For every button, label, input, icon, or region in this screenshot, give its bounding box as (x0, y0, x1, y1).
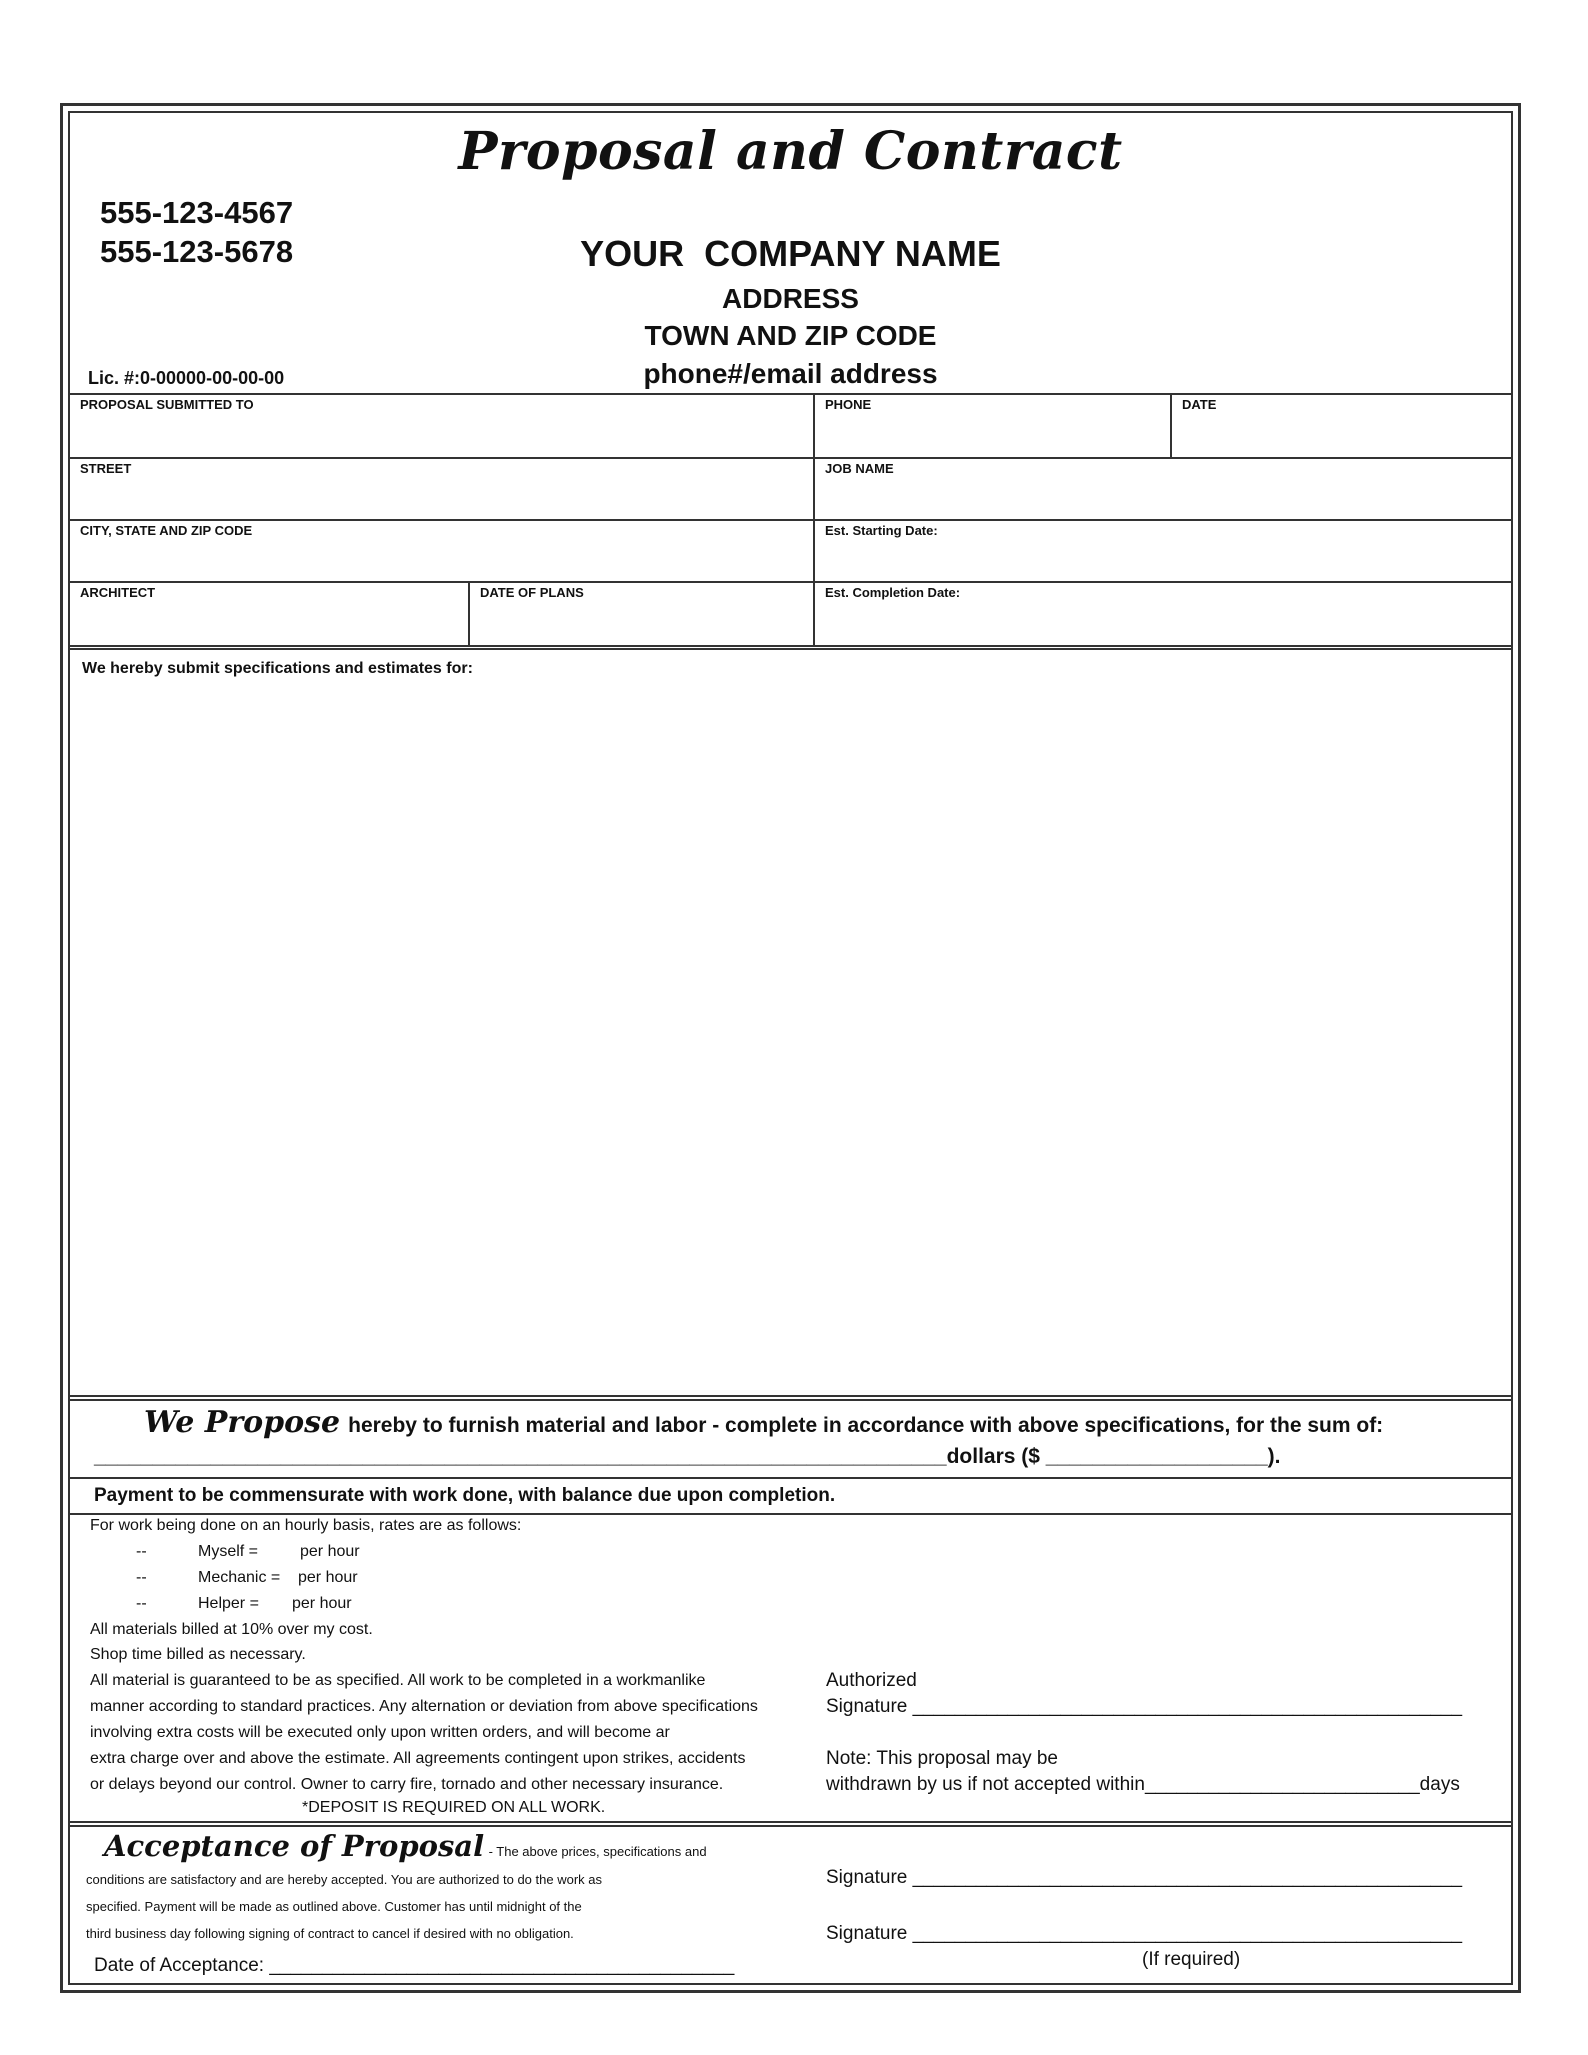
proposal-submitted-to-label: PROPOSAL SUBMITTED TO (80, 397, 254, 412)
city-state-zip-field[interactable] (70, 521, 813, 583)
license-number: Lic. #:0-00000-00-00-00 (88, 368, 285, 388)
rate-dash-3: -- (136, 1595, 147, 1612)
job-name-field[interactable] (813, 459, 1511, 521)
customer-fields (70, 393, 1511, 647)
terms-line: All material is guaranteed to be as specified. All work to be completed in a workmanlike (90, 1672, 706, 1689)
street-label: STREET (80, 461, 132, 476)
terms-line: Shop time billed as necessary. (90, 1646, 306, 1663)
proposal-submitted-to-field[interactable] (70, 395, 813, 457)
rate-label-mechanic: Mechanic = (198, 1569, 281, 1586)
we-propose-line (144, 1405, 1383, 1440)
we-propose-heading: We Propose (144, 1405, 341, 1440)
architect-field[interactable] (70, 583, 468, 645)
acceptance-text: - The above prices, specifications and (488, 1844, 707, 1859)
company-name: YOUR COMPANY NAME (580, 233, 1001, 274)
customer-signature-line-1[interactable]: Signature ____________________________________________________ (826, 1867, 1463, 1888)
sum-line[interactable]: _________________________________________________________________________dollars ($ ___________________). (94, 1445, 1281, 1468)
est-starting-date-field[interactable] (813, 521, 1511, 583)
date-label: DATE (1182, 397, 1217, 412)
field-row-4 (70, 581, 1511, 645)
payment-text: Payment to be commensurate with work done, with balance due upon completion. (94, 1485, 836, 1506)
terms-line: involving extra costs will be executed only upon written orders, and will become ar (90, 1724, 670, 1741)
phone-label: PHONE (825, 397, 872, 412)
field-row-2 (70, 457, 1511, 521)
acceptance-text: conditions are satisfactory and are hereby accepted. You are authorized to do the work as (86, 1872, 602, 1887)
we-propose-section (70, 1399, 1511, 1479)
company-town: TOWN AND ZIP CODE (644, 320, 937, 351)
form-title: Proposal and Contract (458, 121, 1123, 182)
withdrawal-days-line[interactable]: withdrawn by us if not accepted within__________________________days (826, 1774, 1460, 1795)
field-row-1 (70, 395, 1511, 457)
acceptance-text: specified. Payment will be made as outlined above. Customer has until midnight of the (86, 1899, 582, 1914)
phone-field[interactable] (813, 395, 1170, 457)
est-starting-date-label: Est. Starting Date: (825, 523, 938, 538)
hourly-rates-intro: For work being done on an hourly basis, rates are as follows: (90, 1517, 522, 1534)
authorized-label: Authorized (826, 1670, 917, 1691)
customer-signature-line-2[interactable]: Signature ____________________________________________________ (826, 1923, 1463, 1944)
payment-section (70, 1477, 1511, 1515)
specifications-label: We hereby submit specifications and estimates for: (82, 660, 473, 677)
authorized-signature-line[interactable]: Signature ____________________________________________________ (826, 1696, 1463, 1717)
terms-line: extra charge over and above the estimate. All agreements contingent upon strikes, accidents (90, 1750, 746, 1767)
we-propose-text: hereby to furnish material and labor - complete in accordance with above specifications, for the sum of: (348, 1414, 1384, 1437)
withdrawal-note: Note: This proposal may be (826, 1748, 1058, 1769)
date-of-acceptance-line[interactable]: Date of Acceptance: ____________________________________________ (94, 1955, 735, 1976)
acceptance-text: third business day following signing of contract to cancel if desired with no obligation. (86, 1926, 574, 1941)
date-field[interactable] (1170, 395, 1511, 457)
job-name-label: JOB NAME (825, 461, 894, 476)
street-field[interactable] (70, 459, 813, 521)
est-completion-date-label: Est. Completion Date: (825, 585, 961, 600)
architect-label: ARCHITECT (80, 585, 156, 600)
deposit-notice: *DEPOSIT IS REQUIRED ON ALL WORK. (302, 1799, 606, 1816)
phone-number-1: 555-123-4567 (100, 195, 294, 230)
phone-number-2: 555-123-5678 (100, 234, 294, 269)
acceptance-heading-line (104, 1829, 707, 1863)
date-of-plans-field[interactable] (468, 583, 813, 645)
acceptance-section (70, 1825, 1511, 1983)
acceptance-heading: Acceptance of Proposal (104, 1829, 485, 1863)
form-inner-border (68, 111, 1513, 1985)
rate-label-myself: Myself = (198, 1543, 259, 1560)
company-address: ADDRESS (722, 283, 859, 314)
terms-line: or delays beyond our control. Owner to carry fire, tornado and other necessary insurance. (90, 1776, 724, 1793)
form-outer-border (60, 103, 1521, 1993)
field-row-3 (70, 519, 1511, 583)
rate-unit-myself: per hour (300, 1543, 360, 1560)
est-completion-date-field[interactable] (813, 583, 1511, 645)
terms-line: manner according to standard practices. Any alternation or deviation from above specifications (90, 1698, 758, 1715)
terms-section (70, 1515, 1511, 1823)
rate-dash-2: -- (136, 1569, 147, 1586)
rate-dash-1: -- (136, 1543, 147, 1560)
rate-unit-helper: per hour (292, 1595, 352, 1612)
if-required-note: (If required) (1142, 1949, 1241, 1970)
specifications-area[interactable] (70, 648, 1511, 1397)
date-of-plans-label: DATE OF PLANS (480, 585, 584, 600)
rate-unit-mechanic: per hour (298, 1569, 358, 1586)
company-contact: phone#/email address (643, 358, 938, 389)
rate-label-helper: Helper = (198, 1595, 259, 1612)
city-state-zip-label: CITY, STATE AND ZIP CODE (80, 523, 253, 538)
terms-line: All materials billed at 10% over my cost. (90, 1621, 373, 1638)
